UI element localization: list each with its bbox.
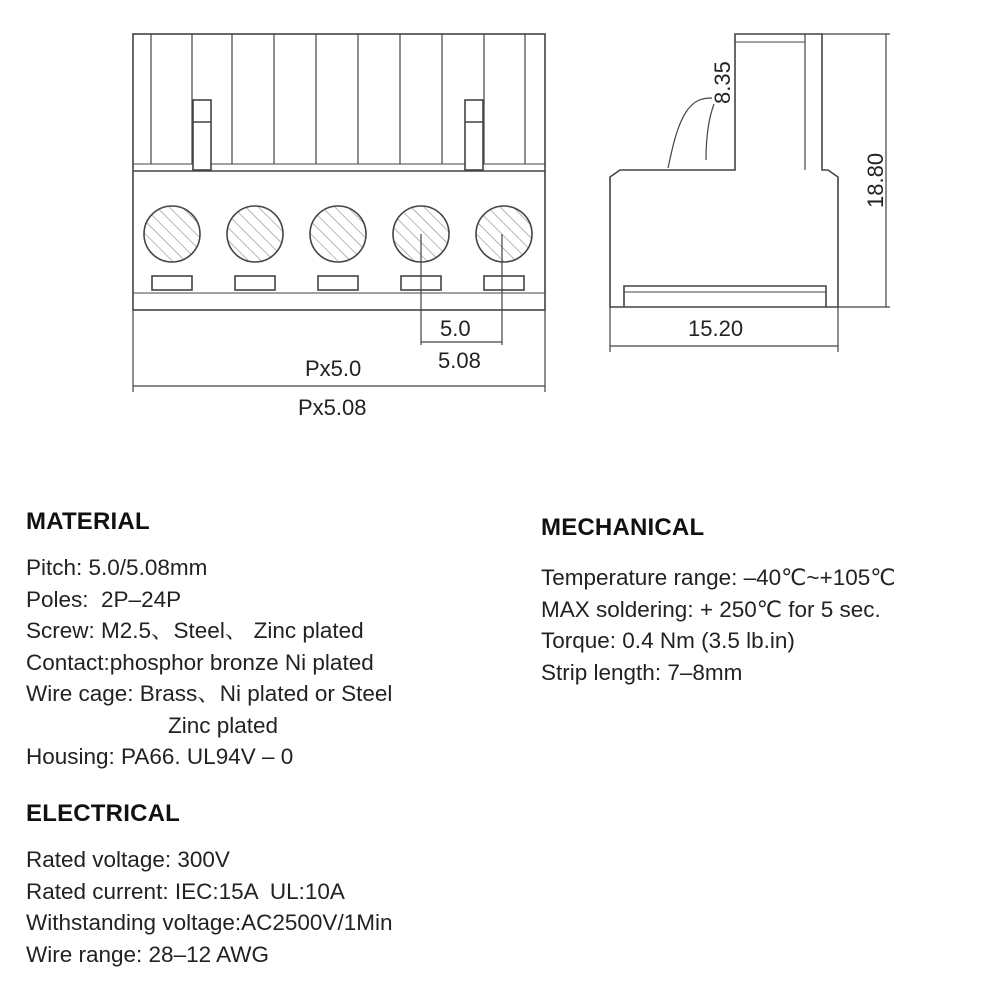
- screw-hole: [310, 206, 366, 262]
- material-heading: MATERIAL: [26, 508, 150, 535]
- dim-overall-pitch-a: Px5.0: [305, 356, 362, 381]
- dim-overall-pitch-b: Px5.08: [298, 395, 367, 420]
- mechanical-section: [541, 514, 991, 688]
- dim-inner-pitch-b: 5.08: [438, 348, 481, 373]
- material-line: Pitch: 5.0/5.08mm: [26, 555, 208, 580]
- mechanical-heading: MECHANICAL: [541, 514, 705, 541]
- dim-side-height: 18.80: [863, 152, 888, 208]
- electrical-heading: ELECTRICAL: [26, 800, 180, 827]
- electrical-line: Withstanding voltage:AC2500V/1Min: [26, 910, 393, 935]
- latch-left: [193, 100, 211, 170]
- mechanical-line: Temperature range: –40℃~+105℃: [541, 565, 896, 590]
- screw-hole: [476, 206, 532, 262]
- latch-right: [465, 100, 483, 170]
- mechanical-line: Torque: 0.4 Nm (3.5 lb.in): [541, 628, 795, 653]
- material-line: Screw: M2.5、Steel、 Zinc plated: [26, 618, 364, 643]
- dim-pin-offset: 8.35: [710, 61, 735, 104]
- mechanical-line: Strip length: 7–8mm: [541, 659, 743, 685]
- dim-inner-pitch-a: 5.0: [440, 316, 471, 341]
- material-line: Contact:phosphor bronze Ni plated: [26, 649, 374, 675]
- mechanical-line: MAX soldering: + 250℃ for 5 sec.: [541, 596, 881, 622]
- dim-side-depth: 15.20: [688, 316, 744, 341]
- material-line: Poles: 2P–24P: [26, 586, 182, 612]
- screw-hole: [227, 206, 283, 262]
- front-view-body: [133, 34, 545, 310]
- electrical-line: Wire range: 28–12 AWG: [26, 941, 270, 967]
- material-line: Wire cage: Brass、Ni plated or Steel: [26, 681, 393, 706]
- electrical-line: Rated current: IEC:15A UL:10A: [26, 878, 345, 904]
- material-section: [26, 508, 516, 773]
- electrical-section: [26, 800, 516, 970]
- front-view: [133, 34, 545, 310]
- material-line: Housing: PA66. UL94V – 0: [26, 744, 294, 769]
- electrical-line: Rated voltage: 300V: [26, 847, 230, 872]
- material-line: Zinc plated: [168, 712, 279, 738]
- screw-hole: [144, 206, 200, 262]
